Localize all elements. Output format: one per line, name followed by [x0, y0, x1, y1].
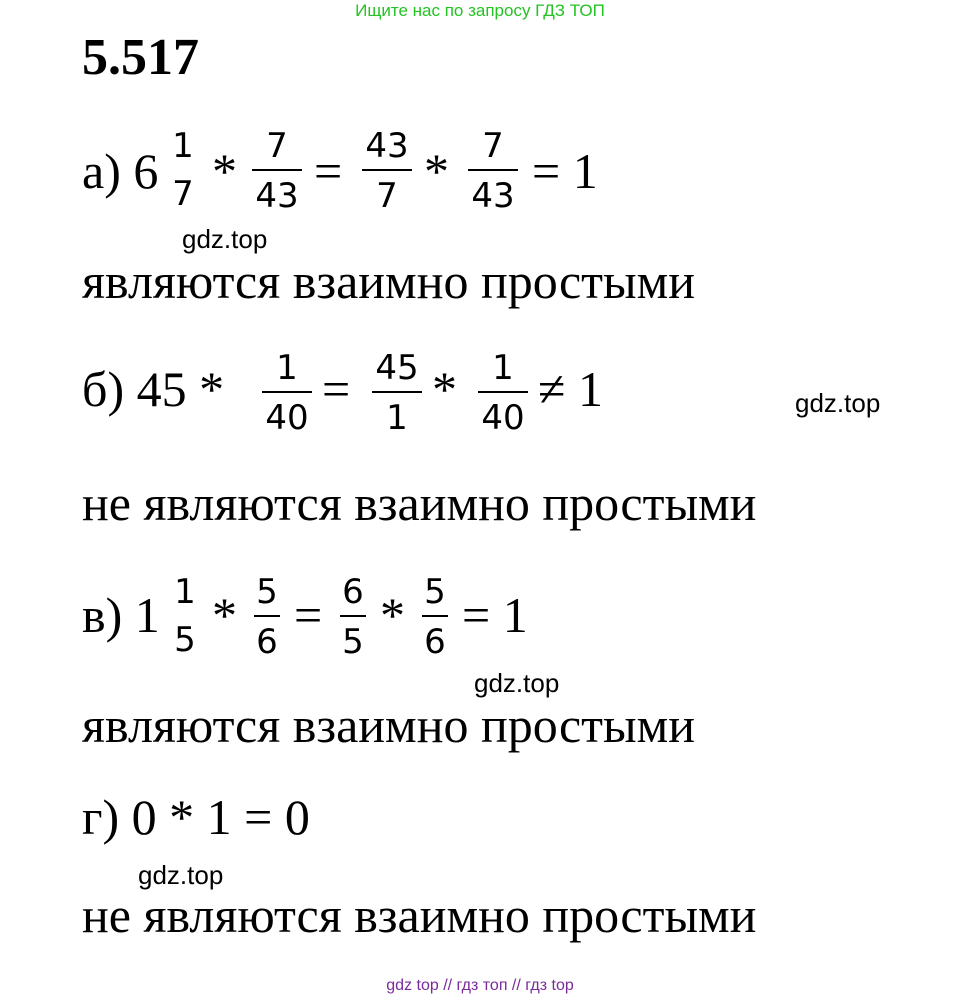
equation-v-fraction-1: [172, 572, 198, 660]
conclusion-b: не являются взаимно простыми: [82, 475, 757, 531]
denominator: 7: [376, 176, 398, 216]
operator: *: [212, 143, 237, 199]
equals-sign: =: [314, 143, 343, 199]
denominator: 1: [386, 398, 408, 438]
numerator: 45: [372, 351, 422, 393]
equation-b-fraction-3: [478, 348, 528, 438]
conclusion-a: являются взаимно простыми: [82, 253, 695, 309]
equation-a-fraction-4: [468, 126, 518, 216]
equals-sign: =: [294, 587, 323, 643]
operator: *: [212, 587, 237, 643]
denominator: 7: [172, 174, 194, 214]
conclusion-g: не являются взаимно простыми: [82, 887, 757, 943]
footer-watermark: gdz top // гдз топ // гдз top: [386, 977, 574, 994]
promo-banner: Ищите нас по запросу ГДЗ ТОП: [355, 1, 605, 20]
equation-a-result: = 1: [532, 143, 598, 199]
watermark: gdz.top: [182, 224, 268, 254]
denominator: 40: [481, 398, 525, 438]
equation-v-fraction-3: [340, 572, 366, 662]
numerator: 7: [252, 129, 302, 171]
numerator: 43: [362, 129, 412, 171]
watermark: gdz.top: [795, 388, 881, 418]
equation-b-prefix: б) 45 *: [82, 361, 225, 417]
numerator: 1: [174, 572, 196, 612]
equation-a-fraction-1: [170, 126, 196, 214]
numerator: 5: [254, 575, 280, 617]
denominator: 6: [424, 622, 446, 662]
equation-b-result: ≠ 1: [538, 361, 603, 417]
equals-sign: =: [322, 361, 351, 417]
denominator: 40: [265, 398, 309, 438]
denominator: 43: [255, 176, 299, 216]
conclusion-v: являются взаимно простыми: [82, 697, 695, 753]
equation-a-prefix: а) 6: [82, 143, 159, 199]
equation-v-fraction-2: [254, 572, 280, 662]
watermark: gdz.top: [138, 860, 224, 890]
equation-b-fraction-2: [372, 348, 422, 438]
denominator: 6: [256, 622, 278, 662]
denominator: 43: [471, 176, 515, 216]
equation-b-fraction-1: [262, 348, 312, 438]
numerator: 6: [340, 575, 366, 617]
equation-v-result: = 1: [462, 587, 528, 643]
problem-number: 5.517: [82, 29, 199, 86]
equation-v-prefix: в) 1: [82, 587, 160, 643]
denominator: 5: [342, 622, 364, 662]
operator: *: [424, 143, 449, 199]
numerator: 1: [262, 351, 312, 393]
numerator: 5: [422, 575, 448, 617]
watermark: gdz.top: [474, 668, 560, 698]
equation-v-fraction-4: [422, 572, 448, 662]
equation-a-fraction-3: [362, 126, 412, 216]
equation-g: г) 0 * 1 = 0: [82, 789, 310, 845]
numerator: 1: [478, 351, 528, 393]
operator: *: [380, 587, 405, 643]
numerator: 1: [172, 126, 194, 166]
denominator: 5: [174, 620, 196, 660]
numerator: 7: [468, 129, 518, 171]
operator: *: [432, 361, 457, 417]
equation-a-fraction-2: [252, 126, 302, 216]
